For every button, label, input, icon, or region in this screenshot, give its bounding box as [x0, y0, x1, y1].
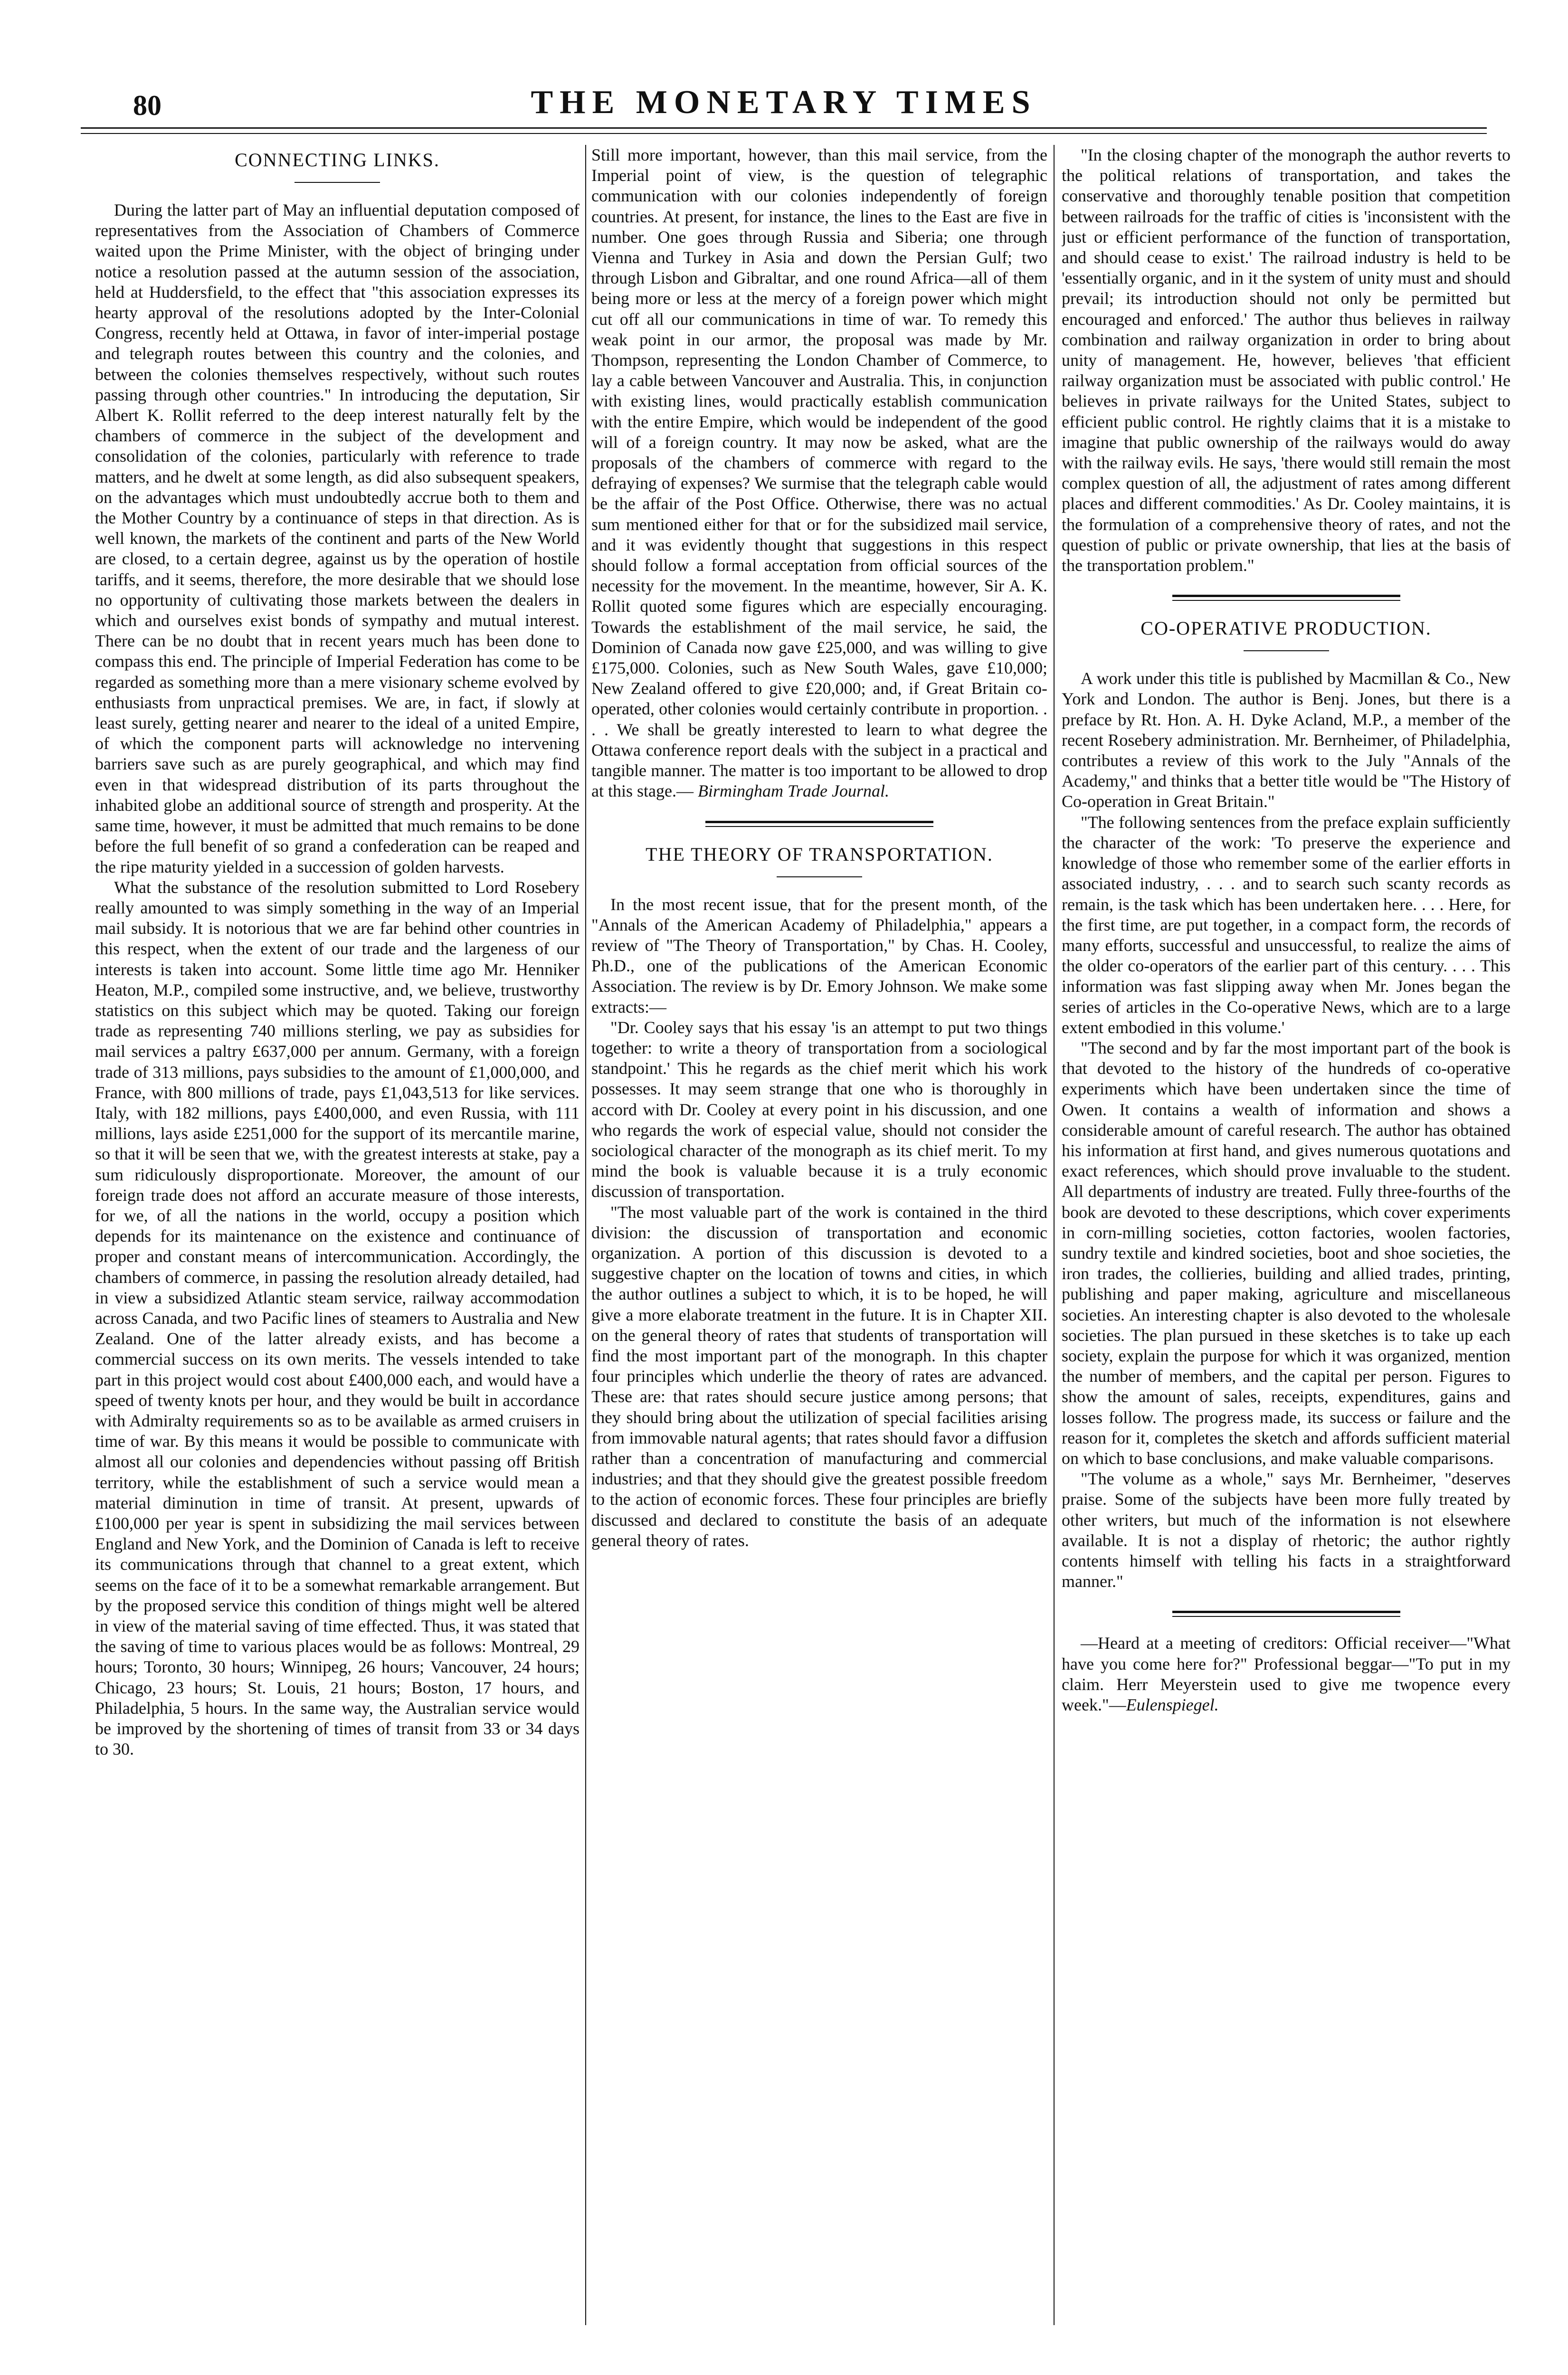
title-rule	[295, 182, 380, 183]
paragraph: A work under this title is published by Macmillan & Co., New York and London. The author is Benj. Jones, but there is a preface by Rt. Hon. A. H. Dyke Acland, M.P., a member of the recent Rosebery administration. Mr. Bernheimer, of Philadelphia, contributes a review of this work to the July "Annals of the Academy," and thinks that a better title would be "The History of Co-operation in Great Britain."	[1062, 669, 1511, 811]
column-1	[95, 145, 580, 2325]
page-header	[81, 81, 1487, 133]
paragraph: "In the closing chapter of the monograph the author reverts to the political relations of transportation, and takes the conservative and thoroughly tenable position that competition between railroads for the traffic of cities is 'inconsistent with the just or efficient performance of the function of transportation, and should cease to exist.' The railroad industry is held to be 'essentially organic, and in it the system of unity must and should prevail; its introduction should not only be permitted but encouraged and enforced.' The author thus believes in railway combination and railway organization in order to bring about unity of management. He, however, believes 'that efficient railway organization must be associated with public control.' He believes in private railways for the United States, subject to efficient public control. He rightly claims that it is a mistake to imagine that public ownership of the railways would do away with the railway evils. He says, 'there would still remain the most complex question of all, the adjustment of rates among different places and different commodities.' As Dr. Cooley maintains, it is the formulation of a comprehensive theory of rates, and not the question of public or private ownership, that lies at the basis of the transportation problem."	[1062, 145, 1511, 575]
header-rule-thin	[81, 133, 1487, 134]
article-title-theory-of-transportation: THE THEORY OF TRANSPORTATION.	[646, 843, 993, 865]
paragraph: During the latter part of May an influential deputation composed of representatives from the Association of Chambers of Commerce waited upon the Prime Minister, with the object of bringing under notice a resolution passed at the autumn session of the association, held at Huddersfield, to the effect that "this association expresses its hearty approval of the resolutions adopted by the Inter-Colonial Congress, recently held at Ottawa, in favor of inter-imperial postage and telegraph routes between this country and the colonies, and between the colonies themselves respectively, without such routes passing through other countries." In introducing the deputation, Sir Albert K. Rollit referred to the deep interest naturally felt by the chambers of commerce in the subject of the development and consolidation of the colonies, particularly with reference to trade matters, and he dwelt at some length, as did also subsequent speakers, on the advantages which must undoubtedly accrue both to them and the Mother Country by a continuance of steps in that direction. As is well known, the markets of the continent and parts of the New World are closed, to a certain degree, against us by the operation of hostile tariffs, and it seems, therefore, the more desirable that we should lose no opportunity of cultivating those markets between the dealers in which and ourselves exist bonds of sympathy and mutual interest. There can be no doubt that in recent years much has been done to compass this end. The principle of Imperial Federation has come to be regarded as something more than a mere visionary scheme evolved by enthusiasts from unpractical premises. We are, in fact, if slowly at least surely, getting nearer and nearer to the ideal of a united Empire, of which the component parts will acknowledge no intervening barriers save such as are purely geographical, and which may find even in that widespread distribution of its parts throughout the inhabited globe an additional source of strength and prosperity. At the same time, however, it must be admitted that much remains to be done before the full benefit of so grand a confederation can be reaped and the ripe maturity yielded in a succession of golden harvests.	[95, 200, 580, 876]
column-divider	[1054, 145, 1055, 2325]
paragraph	[591, 145, 1047, 802]
paragraph: "The most valuable part of the work is contained in the third division: the discussion of transportation and economic organization. A portion of this discussion is devoted to a suggestive chapter on the location of towns and cities, in which the author outlines a subject to which, it is to be hoped, he will give a more elaborate treatment in the future. It is in Chapter XII. on the general theory of rates that students of transportation will find the most important part of the monograph. In this chapter four principles which underlie the theory of rates are advanced. These are: that rates should secure justice among persons; that they should bring about the utilization of special facilities arising from immovable natural agents; that rates should favor a diffusion rather than a concentration of manufacturing and commercial industries; and that they should give the greatest possible freedom to the action of economic forces. These four principles are briefly discussed and declared to constitute the basis of an adequate general theory of rates.	[591, 1202, 1047, 1550]
title-rule	[777, 876, 862, 877]
column-2	[591, 145, 1047, 2325]
joke-text: —Heard at a meeting of creditors: Official receiver—"What have you come here for?" Professional beggar—"To put in my claim. Herr Meyerstein used to give me twopence every week."—	[1062, 1634, 1511, 1715]
paragraph: "Dr. Cooley says that his essay 'is an attempt to put two things together: to write a theory of transportation from a sociological standpoint.' This he regards as the chief merit which his work possesses. It may seem strange that one who is thoroughly in accord with Dr. Cooley at every point in his discussion, and one who regards the work of especial value, should not consider the sociological character of the monograph as its chief merit. To my mind the book is valuable because it is a truly economic discussion of transportation.	[591, 1017, 1047, 1201]
paragraph: In the most recent issue, that for the present month, of the "Annals of the American Academy of Philadelphia," appears a review of "The Theory of Transportation," by Chas. H. Cooley, Ph.D., one of the publications of the American Economic Association. The review is by Dr. Emory Johnson. We make some extracts:—	[591, 894, 1047, 1016]
article-separator	[1172, 1611, 1400, 1617]
paragraph: "The volume as a whole," says Mr. Bernheimer, "deserves praise. Some of the subjects have been more fully treated by other writers, but much of the information is not elsewhere available. It is not a display of rhetoric; the author rightly contents himself with telling his facts in a straightforward manner."	[1062, 1469, 1511, 1591]
article-title-cooperative-production: CO-OPERATIVE PRODUCTION.	[1140, 618, 1432, 639]
article-separator	[705, 821, 933, 827]
masthead: THE MONETARY TIMES	[531, 84, 1037, 121]
article-separator	[1172, 595, 1400, 601]
paragraph: What the substance of the resolution submitted to Lord Rosebery really amounted to was simply something in the way of an Imperial mail subsidy. It is notorious that we are far behind other countries in this respect, when the extent of our trade and the largeness of our interests is taken into account. Some little time ago Mr. Henniker Heaton, M.P., compiled some instructive, and, we believe, trustworthy statistics on this subject which may be quoted. Taking our foreign trade as representing 740 millions sterling, we pay as subsidies for mail services a paltry £637,000 per annum. Germany, with a foreign trade of 313 millions, pays subsidies to the amount of £1,000,000, and France, with 800 millions of trade, pays £1,043,513 for like services. Italy, with 182 millions, pays £400,000, and even Russia, with 111 millions, lays aside £251,000 for the support of its mercantile marine, so that it will be seen that we, with the greatest interests at stake, pay a sum ridiculously disproportionate. Moreover, the amount of our foreign trade does not afford an accurate measure of those interests, for we, of all the nations in the world, occupy a position which depends for its maintenance on the existence and continuance of proper and constant means of intercommunication. Accordingly, the chambers of commerce, in passing the resolution already detailed, had in view a subsidized Atlantic steam service, railway accommodation across Canada, and two Pacific lines of steamers to Australia and New Zealand. One of the latter already exists, and has become a commercial success on its own merits. The vessels intended to take part in this project would cost about £400,000 each, and would have a speed of twenty knots per hour, and they would be built in accordance with Admiralty requirements so as to be available as armed cruisers in time of war. By this means it would be possible to communicate with almost all our colonies and dependencies without passing off British territory, while the establishment of such a service would mean a material diminution in time of transit. At present, upwards of £100,000 per year is spent in subsidizing the mail services between England and New York, and the Dominion of Canada is left to receive its communications through that channel to a great extent, which seems on the face of it to be a somewhat remarkable arrangement. But by the proposed service this condition of things might well be altered in view of the material saving of time effected. Thus, it was stated that the saving of time to various places would be as follows: Montreal, 29 hours; Toronto, 30 hours; Winnipeg, 26 hours; Vancouver, 24 hours; Chicago, 23 hours; St. Louis, 21 hours; Boston, 17 hours, and Philadelphia, 5 hours. In the same way, the Australian service would be improved by the shortening of times of transit from 33 or 34 days to 30.	[95, 877, 580, 1759]
column-3	[1062, 145, 1511, 2325]
title-rule	[1244, 650, 1329, 651]
paragraph-text: Still more important, however, than this mail service, from the Imperial point of view, is the question of telegraphic communication with our colonies independently of foreign countries. At present, for instance, the lines to the East are five in number. One goes through Russia and Siberia; one through Vienna and Turkey in Asia and down the Persian Gulf; two through Lisbon and Gibraltar, and one round Africa—all of them being more or less at the mercy of a foreign power which might cut off all our communications in time of war. To remedy this weak point in our armor, the proposal was made by Mr. Thompson, representing the London Chamber of Commerce, to lay a cable between Vancouver and Australia. This, in conjunction with existing lines, would practically establish communication with the entire Empire, which would be independent of the good will of a foreign country. It may now be asked, what are the proposals of the chambers of commerce with regard to the defraying of expenses? We surmise that the telegraph cable would be the affair of the Post Office. Otherwise, there was no actual sum mentioned either for that or for the subsidized mail service, and it was evidently thought that suggestions in this respect should follow a formal acceptation from official sources of the necessity for the movement. In the meantime, however, Sir A. K. Rollit quoted some figures which are especially encouraging. Towards the establishment of the mail service, he said, the Dominion of Canada now gave £25,000, and was willing to give £175,000. Colonies, such as New South Wales, gave £10,000; New Zealand offered to give £20,000; and, if Great Britain co-operated, other colonies would certainly contribute in proportion. . . . We shall be greatly interested to learn to what degree the Ottawa conference report deals with the subject in a practical and tangible manner. The matter is too important to be allowed to drop at this stage.—	[591, 145, 1047, 801]
column-divider	[585, 145, 586, 2325]
paragraph: "The following sentences from the preface explain sufficiently the character of the work: 'To preserve the experience and knowledge of those who remember some of the earlier efforts in associated industry, . . . and to search such scanty records as remain, is the task which has been undertaken here. . . . Here, for the first time, are put together, in a compact form, the records of many efforts, successful and unsuccessful, to realize the aims of the older co-operators of the earlier part of this century. . . . This information was fast slipping away when Mr. Jones began the series of articles in the Co-operative News, which are to a large extent embodied in this volume.'	[1062, 812, 1511, 1037]
article-source: Birmingham Trade Journal.	[697, 781, 889, 801]
article-title-connecting-links: CONNECTING LINKS.	[235, 149, 440, 171]
joke-paragraph	[1062, 1633, 1511, 1715]
page-number: 80	[133, 90, 162, 121]
header-rule	[81, 127, 1487, 129]
joke-source: Eulenspiegel.	[1126, 1695, 1219, 1715]
paragraph: "The second and by far the most important part of the book is that devoted to the history of the hundreds of co-operative experiments which have been undertaken since the time of Owen. It contains a wealth of information and shows a considerable amount of careful research. The author has obtained his information at first hand, and gives numerous quotations and exact references, which should prove invaluable to the student. All departments of industry are treated. Fully three-fourths of the book are devoted to these descriptions, which cover experiments in corn-milling societies, cotton factories, woolen factories, sundry textile and kindred societies, boot and shoe societies, the iron trades, the collieries, building and allied trades, printing, publishing and paper making, agriculture and miscellaneous societies. An interesting chapter is also devoted to the wholesale societies. The plan pursued in these sketches is to take up each society, explain the purpose for which it was organized, mention the number of members, and the capital per person. Figures to show the amount of sales, receipts, expenditures, gains and losses follow. The progress made, its success or failure and the reason for it, completes the sketch and affords sufficient material on which to base conclusions, and make valuable comparisons.	[1062, 1038, 1511, 1468]
